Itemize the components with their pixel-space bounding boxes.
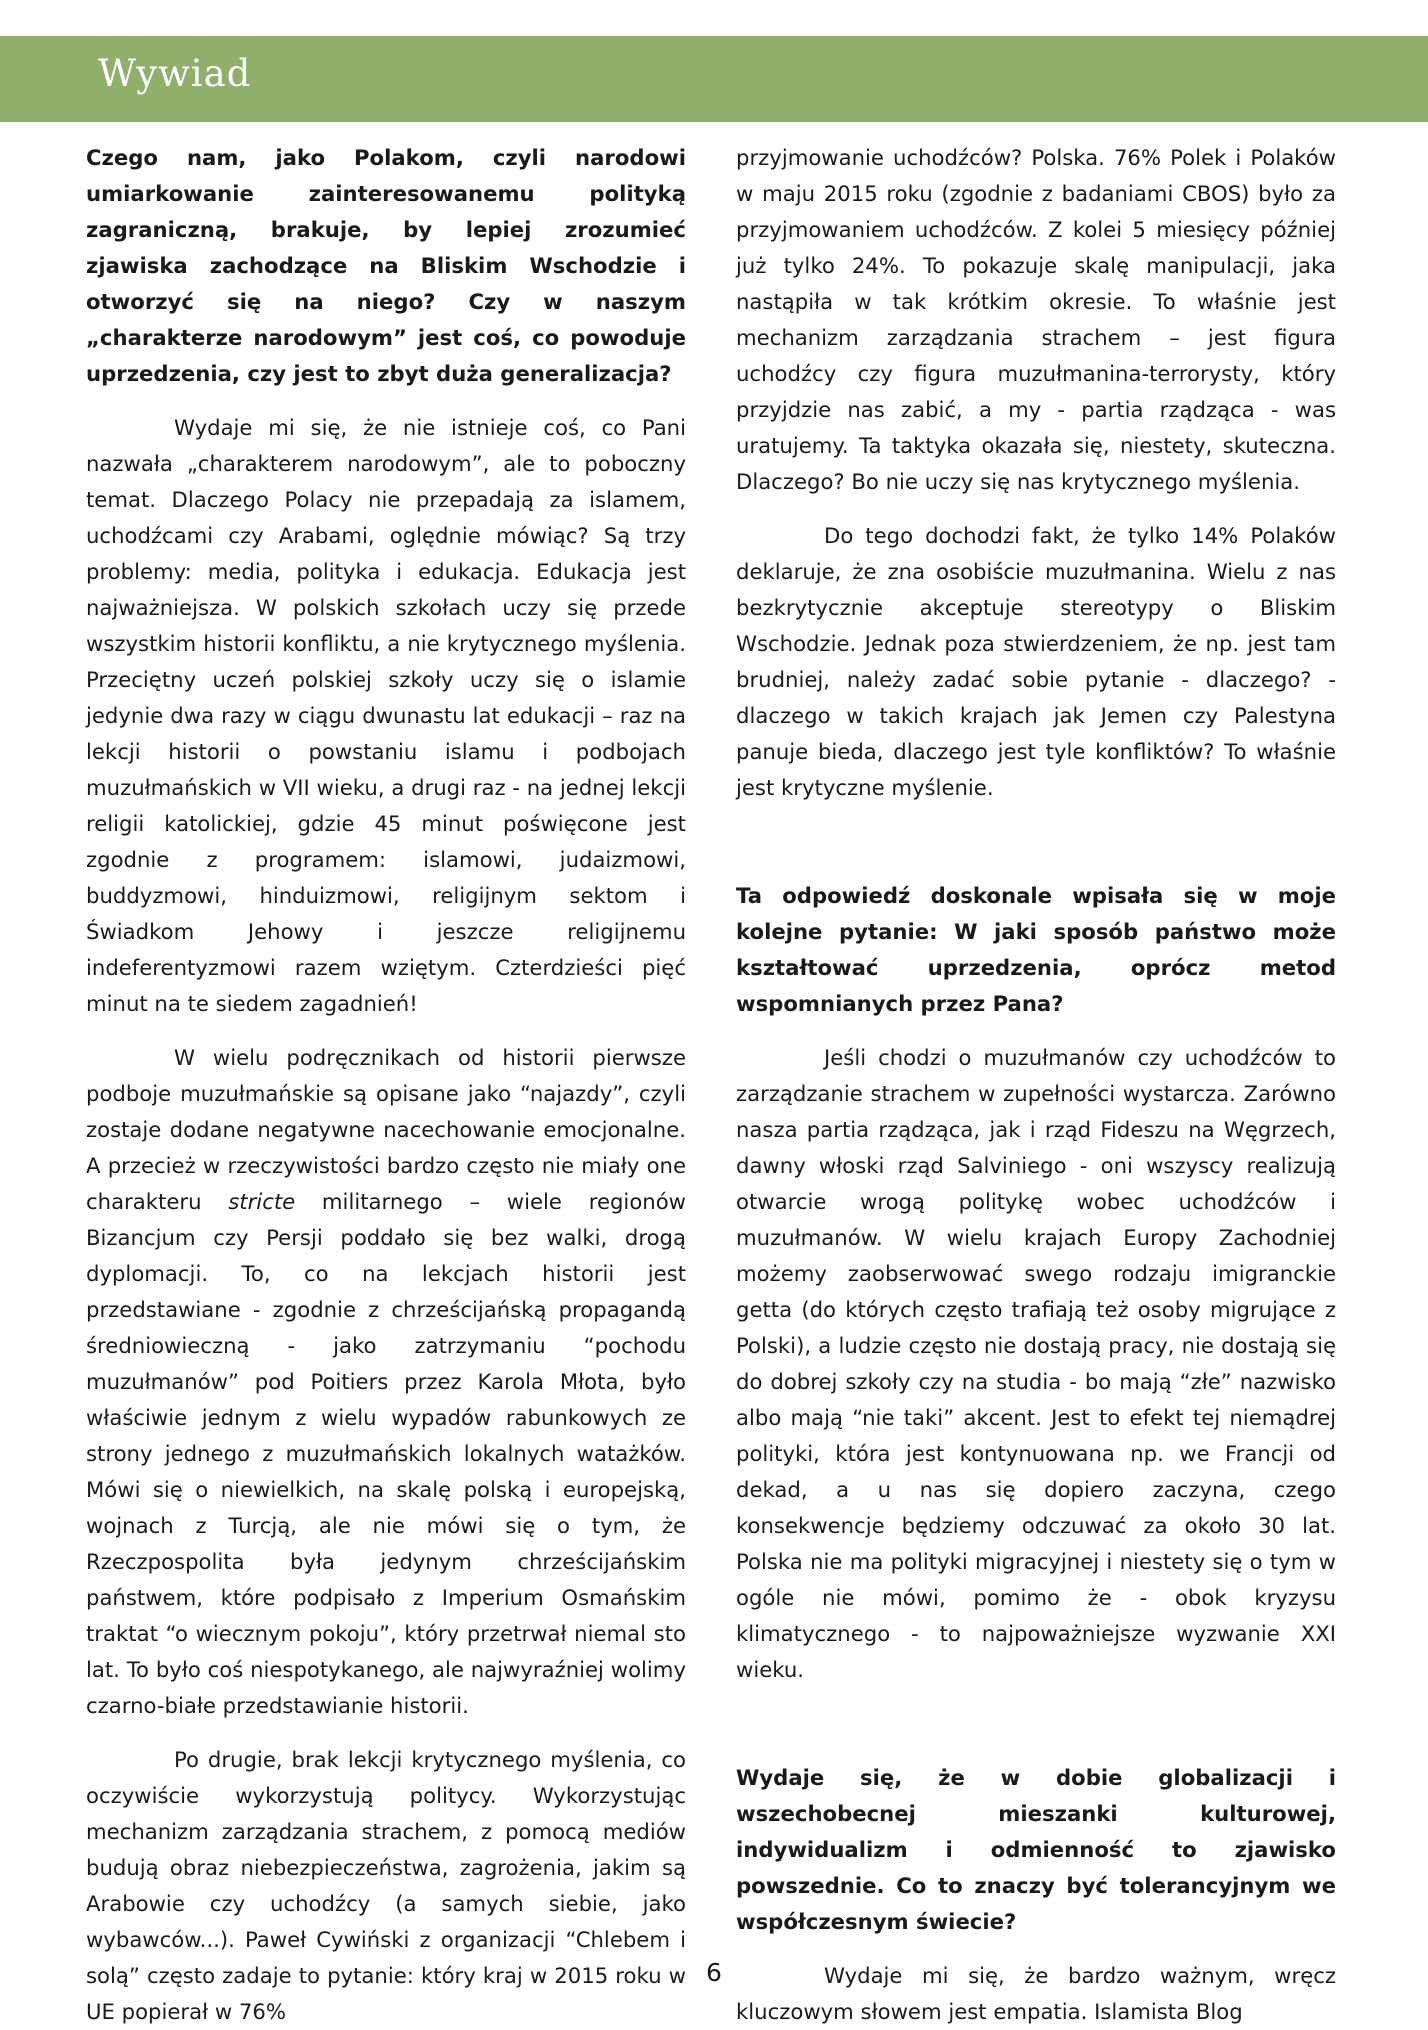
interview-question-1: Czego nam, jako Polakom, czyli narodowi umiarkowanie zainteresowanemu polityką zagraniczną, brakuje, by lepiej zrozumieć zjawiska zachodzące na Bliskim Wschodzie i otworzyć się na niego? Czy w naszym „charakterze narodowym” jest coś, co powoduje uprzedzenia, czy jest to zbyt duża generalizacja? xyxy=(86,145,686,386)
answer-paragraph-2 xyxy=(86,1040,686,1724)
section-title: Wywiad xyxy=(98,52,252,95)
answer-paragraph-7: Wydaje mi się, że bardzo ważnym, wręcz kluczowym słowem jest empatia. Islamista Blog xyxy=(736,1963,1336,2024)
answer-paragraph-2-text-b: militarnego – wiele regionów Bizancjum czy Persji poddało się bez walki, drogą dyplomacji. To, co na lekcjach historii jest przedstawiane - zgodnie z chrześcijańską propagandą średniowieczną - jako zatrzymaniu “pochodu muzułmanów” pod Poitiers przez Karola Młota, było właściwie jednym z wielu wypadów rabunkowych ze strony jednego z muzułmańskich lokalnych watażków. Mówi się o niewielkich, na skalę polską i europejską, wojnach z Turcją, ale nie mówi się o tym, że Rzeczpospolita była jedynym chrześcijańskim państwem, które podpisało z Imperium Osmańskim traktat “o wiecznym pokoju”, który przetrwał niemal sto lat. To było coś niespotykanego, ale najwyraźniej wolimy czarno-białe przedstawianie historii. xyxy=(86,1189,686,1718)
right-column xyxy=(736,140,1336,2030)
interview-question-3: Wydaje się, że w dobie globalizacji i wszechobecnej mieszanki kulturowej, indywidualizm i odmienność to zjawisko powszednie. Co to znaczy być tolerancyjnym we współczesnym świecie? xyxy=(736,1765,1336,1934)
answer-paragraph-3: Po drugie, brak lekcji krytycznego myślenia, co oczywiście wykorzystują politycy. Wykorzystując mechanizm zarządzania strachem, z pomocą mediów budują obraz niebezpieczeństwa, zagrożenia, jakim są Arabowie czy uchodźcy (a samych siebie, jako wybawców...). Paweł Cywiński z organizacji “Chlebem i solą” często zadaje to pytanie: który kraj w 2015 roku w UE popierał w 76% xyxy=(86,1747,686,2024)
answer-paragraph-6: Jeśli chodzi o muzułmanów czy uchodźców to zarządzanie strachem w zupełności wystarcza. Zarówno nasza partia rządząca, jak i rząd Fideszu na Węgrzech, dawny włoski rząd Salviniego - oni wszyscy realizują otwarcie wrogą politykę wobec uchodźców i muzułmanów. W wielu krajach Europy Zachodniej możemy zaobserwować swego rodzaju imigranckie getta (do których często trafiają też osoby migrujące z Polski), a ludzie często nie dostają pracy, nie dostają się do dobrej szkoły czy na studia - bo mają “złe” nazwisko albo mają “nie taki” akcent. Jest to efekt tej niemądrej polityki, która jest kontynuowana np. we Francji od dekad, a u nas się dopiero zaczyna, czego konsekwencje będziemy odczuwać za około 30 lat. Polska nie ma polityki migracyjnej i niestety się o tym w ogóle nie mówi, pomimo że - obok kryzysu klimatycznego - to najpoważniejsze wyzwanie XXI wieku. xyxy=(736,1045,1336,1682)
answer-paragraph-4: przyjmowanie uchodźców? Polska. 76% Polek i Polaków w maju 2015 roku (zgodnie z badaniami CBOS) było za przyjmowaniem uchodźców. Z kolei 5 miesięcy później już tylko 24%. To pokazuje skalę manipulacji, jaka nastąpiła w tak krótkim okresie. To właśnie jest mechanizm zarządzania strachem – jest figura uchodźcy czy figura muzułmanina-terrorysty, który przyjdzie nas zabić, a my - partia rządząca - was uratujemy. Ta taktyka okazała się, niestety, skuteczna. Dlaczego? Bo nie uczy się nas krytycznego myślenia. xyxy=(736,145,1336,494)
interview-question-2: Ta odpowiedź doskonale wpisała się w moje kolejne pytanie: W jaki sposób państwo może kształtować uprzedzenia, oprócz metod wspomnianych przez Pana? xyxy=(736,883,1336,1016)
answer-paragraph-1: Wydaje mi się, że nie istnieje coś, co Pani nazwała „charakterem narodowym”, ale to poboczny temat. Dlaczego Polacy nie przepadają za islamem, uchodźcami czy Arabami, oględnie mówiąc? Są trzy problemy: media, polityka i edukacja. Edukacja jest najważniejsza. W polskich szkołach uczy się przede wszystkim historii konfliktu, a nie krytycznego myślenia. Przeciętny uczeń polskiej szkoły uczy się o islamie jedynie dwa razy w ciągu dwunastu lat edukacji – raz na lekcji historii o powstaniu islamu i podbojach muzułmańskich w VII wieku, a drugi raz - na jednej lekcji religii katolickiej, gdzie 45 minut poświęcone jest zgodnie z programem: islamowi, judaizmowi, buddyzmowi, hinduizmowi, religijnym sektom i Świadkom Jehowy i jeszcze religijnemu indeferentyzmowi razem wziętym. Czterdzieści pięć minut na te siedem zagadnień! xyxy=(86,415,686,1016)
italic-term: stricte xyxy=(228,1189,296,1214)
answer-paragraph-2-text-a: W wielu podręcznikach od historii pierwsze podboje muzułmańskie są opisane jako “najazdy”, czyli zostaje dodane negatywne nacechowanie emocjonalne. A przecież w rzeczywistości bardzo często nie miały one charakteru xyxy=(86,1045,686,1214)
left-column xyxy=(86,140,686,2030)
answer-paragraph-5: Do tego dochodzi fakt, że tylko 14% Polaków deklaruje, że zna osobiście muzułmanina. Wielu z nas bezkrytycznie akceptuje stereotypy o Bliskim Wschodzie. Jednak poza stwierdzeniem, że np. jest tam brudniej, należy zadać sobie pytanie - dlaczego? - dlaczego w takich krajach jak Jemen czy Palestyna panuje bieda, dlaczego jest tyle konfliktów? To właśnie jest krytyczne myślenie. xyxy=(736,523,1336,800)
page-number: 6 xyxy=(706,1958,722,1987)
